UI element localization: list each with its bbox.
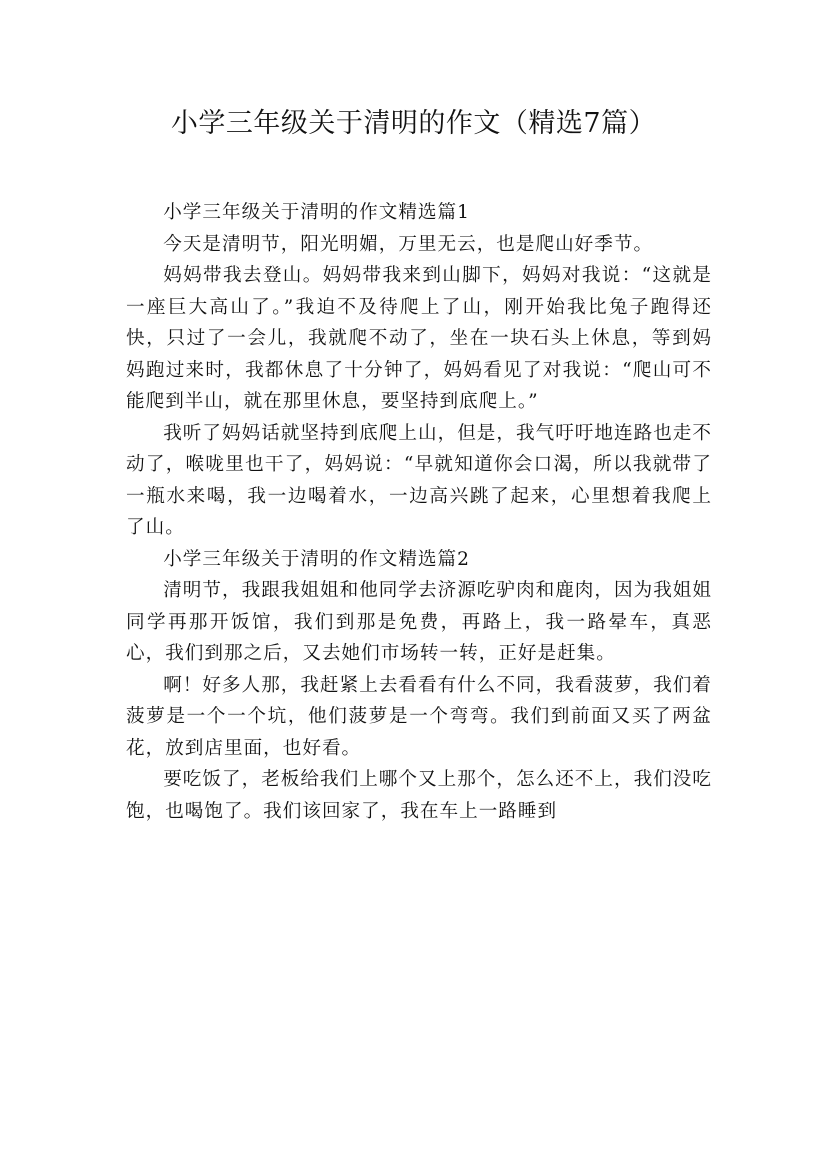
paragraph: 今天是清明节，阳光明媚，万里无云，也是爬山好季节。 <box>163 233 654 255</box>
paragraph: 清明节，我跟我姐姐和他同学去济源吃驴肉和鹿肉，因为我姐姐同学再那开饭馆，我们到那是免费，再路上，我一路晕车，真恶心，我们到那之后，又去她们市场转一转，正好是赶集。 <box>126 580 712 664</box>
paragraph: 要吃饭了，老板给我们上哪个又上那个，怎么还不上，我们没吃饱，也喝饱了。我们该回家了，我在车上一路睡到 <box>126 769 712 822</box>
section-heading-1: 小学三年级关于清明的作文精选篇1 <box>163 202 470 223</box>
document-body <box>126 197 712 827</box>
document-title: 小学三年级关于清明的作文（精选7篇） <box>170 108 657 139</box>
paragraph: 啊！好多人那，我赶紧上去看看有什么不同，我看菠萝，我们着菠萝是一个一个坑，他们菠萝是一个弯弯。我们到前面又买了两盆花，放到店里面，也好看。 <box>126 674 712 759</box>
paragraph: 我听了妈妈话就坚持到底爬上山，但是，我气吁吁地连路也走不动了，喉咙里也干了，妈妈说：“早就知道你会口渴，所以我就带了一瓶水来喝，我一边喝着水，一边高兴跳了起来，心里想着我爬上了山。 <box>126 422 712 538</box>
section-heading-2: 小学三年级关于清明的作文精选篇2 <box>163 548 470 570</box>
paragraph: 妈妈带我去登山。妈妈带我来到山脚下，妈妈对我说：“这就是一座巨大高山了。”我迫不及待爬上了山，刚开始我比兔子跑得还快，只过了一会儿，我就爬不动了，坐在一块石头上休息，等到妈妈跑过来时，我都休息了十分钟了，妈妈看见了对我说：“爬山可不能爬到半山，就在那里休息，要坚持到底爬上。” <box>126 265 712 412</box>
